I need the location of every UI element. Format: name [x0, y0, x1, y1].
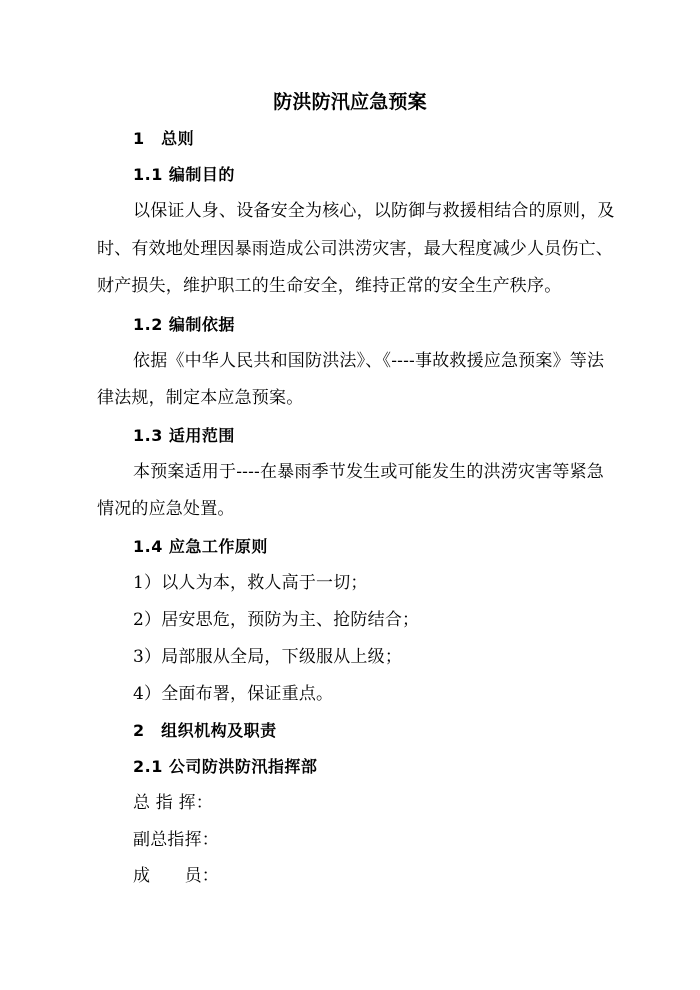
role-deputy-commander-label: 副总指挥：: [133, 830, 219, 850]
list-item: 4）全面布署，保证重点。: [133, 684, 334, 704]
role-members-label: 成 员：: [133, 866, 219, 886]
paragraph-line: 情况的应急处置。: [97, 499, 235, 519]
paragraph-line: 本预案适用于----在暴雨季节发生或可能发生的洪涝灾害等紧急: [133, 462, 604, 482]
section-1-heading: 1 总则: [133, 129, 195, 148]
paragraph-line: 财产损失，维护职工的生命安全，维持正常的安全生产秩序。: [97, 276, 562, 296]
list-item: 2）居安思危，预防为主、抢防结合；: [133, 610, 420, 630]
section-1-1-heading: 1.1 编制目的: [133, 165, 235, 184]
list-item: 3）局部服从全局，下级服从上级；: [133, 647, 403, 667]
section-1-2-heading: 1.2 编制依据: [133, 315, 235, 334]
list-item: 1）以人为本，救人高于一切；: [133, 573, 368, 593]
document-title: 防洪防汛应急预案: [273, 91, 427, 113]
role-commander-label: 总 指 挥：: [133, 793, 214, 813]
paragraph-line: 依据《中华人民共和国防洪法》、《----事故救援应急预案》等法: [133, 351, 605, 371]
section-1-3-heading: 1.3 适用范围: [133, 426, 235, 445]
section-2-1-heading: 2.1 公司防洪防汛指挥部: [133, 757, 318, 776]
section-2-heading: 2 组织机构及职责: [133, 721, 277, 740]
section-1-4-heading: 1.4 应急工作原则: [133, 537, 268, 556]
paragraph-line: 以保证人身、设备安全为核心，以防御与救援相结合的原则，及: [133, 201, 615, 221]
paragraph-line: 时、有效地处理因暴雨造成公司洪涝灾害，最大程度减少人员伤亡、: [97, 239, 613, 259]
paragraph-line: 律法规，制定本应急预案。: [97, 388, 304, 408]
